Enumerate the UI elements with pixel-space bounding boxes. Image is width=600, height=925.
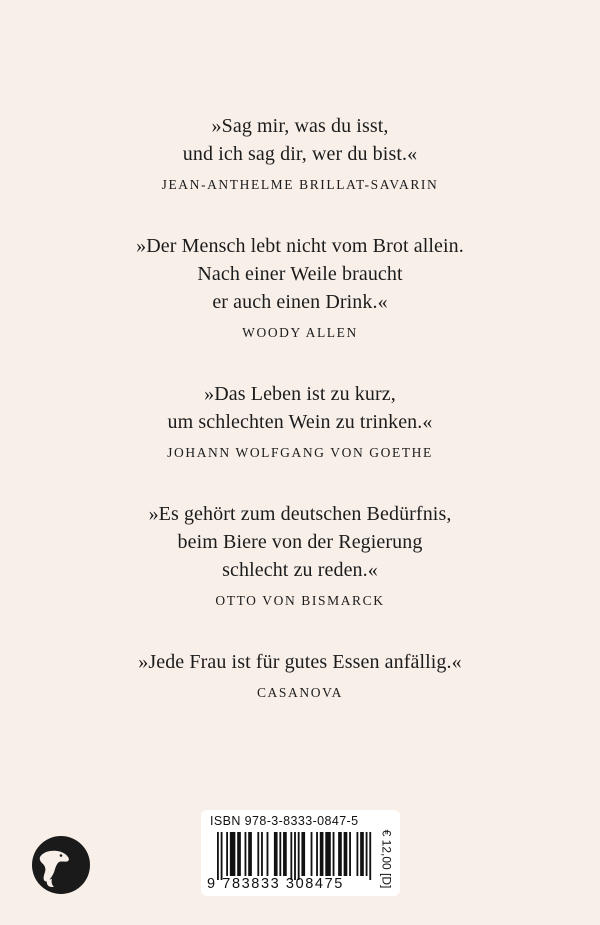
barcode-bar (283, 832, 287, 876)
quote-block (0, 648, 600, 704)
barcode-bar (344, 832, 348, 876)
quote-line: »Der Mensch lebt nicht vom Brot allein. (136, 235, 464, 257)
quote-block (0, 380, 600, 464)
barcode-bar (360, 832, 364, 876)
quotes-list (0, 112, 600, 740)
barcode-bar (366, 832, 368, 876)
barcode-bar (369, 832, 371, 880)
barcode-bar (267, 832, 269, 876)
barcode-bar (237, 832, 241, 876)
quote-author: CASANOVA (256, 685, 344, 700)
quote-author: OTTO VON BISMARCK (215, 593, 385, 608)
barcode-bar (349, 832, 351, 876)
barcode-bar (261, 832, 263, 876)
barcode-bar (356, 832, 358, 876)
barcode-bar (279, 832, 281, 876)
barcode-bar (311, 832, 313, 876)
quote-author: WOODY ALLEN (242, 325, 358, 340)
barcode-bar (221, 832, 223, 880)
barcode-bar (217, 832, 219, 880)
isbn-barcode-label (201, 810, 400, 896)
barcode-digits: 9 783833 308475 (207, 876, 344, 892)
polar-bear-logo-icon (31, 835, 91, 895)
barcode-bar (274, 832, 278, 876)
barcode-bar (333, 832, 335, 876)
quote-author: JEAN-ANTHELME BRILLAT-SAVARIN (161, 177, 439, 192)
quote-author: JOHANN WOLFGANG VON GOETHE (167, 445, 433, 460)
quote-block (0, 232, 600, 344)
barcode-bar (325, 832, 331, 876)
barcode-bar (338, 832, 342, 876)
quote-block (0, 112, 600, 196)
price-label (378, 828, 394, 890)
barcode-bar (298, 832, 300, 880)
quote-line: beim Biere von der Regierung (177, 531, 423, 553)
barcode-bar (320, 832, 324, 876)
quote-line: um schlechten Wein zu trinken.« (167, 411, 433, 433)
barcode-bar (245, 832, 247, 876)
barcode-bar (257, 832, 259, 876)
barcode-bar (294, 832, 296, 880)
quote-line: Nach einer Weile braucht (197, 263, 403, 285)
quote-line: »Das Leben ist zu kurz, (204, 383, 396, 405)
barcode-bar (226, 832, 228, 876)
price-text: € 12,00 [D] (379, 829, 393, 889)
barcode-bar (230, 832, 236, 876)
barcode-bars (217, 832, 373, 880)
quote-block (0, 500, 600, 612)
barcode-bar (290, 832, 292, 880)
quote-line: und ich sag dir, wer du bist.« (182, 143, 418, 165)
quote-line: er auch einen Drink.« (212, 291, 388, 313)
barcode-bar (316, 832, 318, 876)
isbn-number: ISBN 978-3-8333-0847-5 (210, 814, 359, 828)
barcode-bar (248, 832, 252, 876)
quote-line: »Sag mir, was du isst, (211, 115, 389, 137)
quote-line: schlecht zu reden.« (222, 559, 378, 581)
quote-line: »Es gehört zum deutschen Bedürfnis, (148, 503, 452, 525)
quote-line: »Jede Frau ist für gutes Essen anfällig.« (138, 651, 462, 673)
barcode-bar (301, 832, 305, 876)
